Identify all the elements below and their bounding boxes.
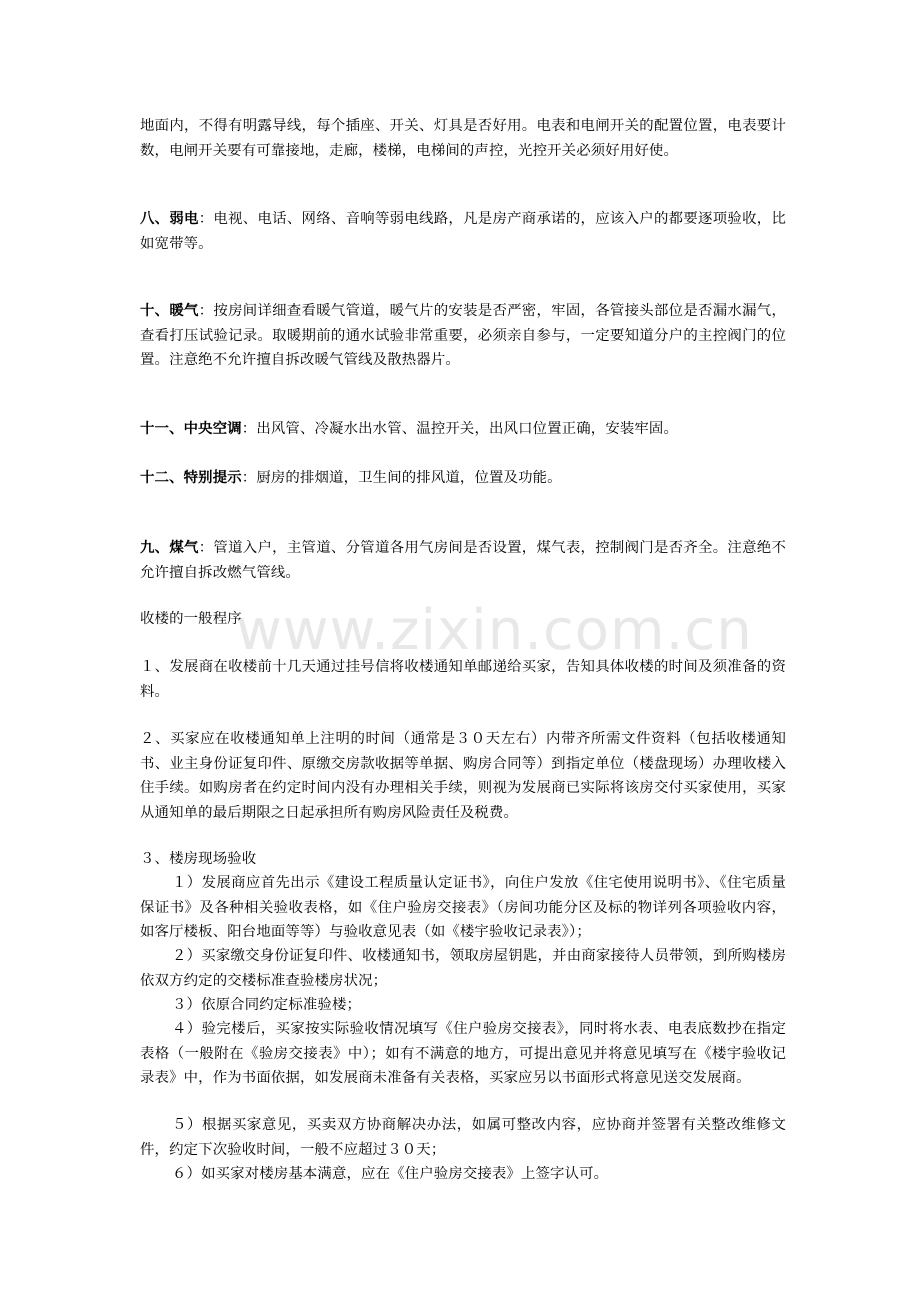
procedure-step-1: １、发展商在收楼前十几天通过挂号信将收楼通知单邮递给买家，告知具体收楼的时间及须准备的资料。 xyxy=(140,659,786,700)
procedure-title: 收楼的一般程序 xyxy=(140,611,242,627)
weak-current-text: ：电视、电话、网络、音响等弱电线路，凡是房产商承诺的，应该入户的都要逐项验收，比如宽带等。 xyxy=(140,211,786,252)
procedure-step-2: ２、买家应在收楼通知单上注明的时间（通常是３０天左右）内带齐所需文件资料（包括收楼通知书、业主身份证复印件、原缴交房款收据等单据、购房合同等）到指定单位（楼盘现场）办理收楼入住手续。如购房者在约定时间内没有办理相关手续，则视为发展商已实际将该房交付买家使用，买家从通知单的最后期限之日起承担所有购房风险责任及税费。 xyxy=(140,731,786,821)
special-tips-heading: 十二、特别提示 xyxy=(140,469,242,486)
procedure-step-3-item-3: ３）依原合同约定标准验楼； xyxy=(172,997,362,1013)
gas-paragraph xyxy=(140,536,786,585)
central-ac-heading: 十一、中央空调 xyxy=(140,420,242,437)
central-ac-paragraph xyxy=(140,417,786,442)
procedure-step-3-item-6: ６）如买家对楼房基本满意，应在《住户验房交接表》上签字认可。 xyxy=(172,1166,609,1182)
gas-heading: 九、煤气 xyxy=(140,539,199,556)
weak-current-heading: 八、弱电 xyxy=(140,210,199,227)
special-tips-paragraph xyxy=(140,466,786,491)
weak-current-paragraph xyxy=(140,207,786,256)
special-tips-text: ：厨房的排烟道，卫生间的排风道，位置及功能。 xyxy=(241,470,562,486)
gas-text: ：管道入户，主管道、分管道各用气房间是否设置，煤气表，控制阀门是否齐全。注意绝不允许擅自拆改燃气管线。 xyxy=(140,540,786,581)
procedure-step-3-item-2: ２）买家缴交身份证复印件、收楼通知书，领取房屋钥匙，并由商家接待人员带领，到所购楼房依双方约定的交楼标准查验楼房状况； xyxy=(140,948,786,989)
procedure-step-3-item-5: ５）根据买家意见，买卖双方协商解决办法，如属可整改内容，应协商并签署有关整改维修文件，约定下次验收时间，一般不应超过３０天； xyxy=(140,1117,786,1158)
heating-heading: 十、暖气 xyxy=(140,302,199,319)
procedure-step-3-item-4: ４）验完楼后，买家按实际验收情况填写《住户验房交接表》，同时将水表、电表底数抄在指定表格（一般附在《验房交接表》中）；如有不满意的地方，可提出意见并将意见填写在《楼宇验收记录表》中，作为书面依据，如发展商未准备有关表格，买家应另以书面形式将意见送交发展商。 xyxy=(140,1021,786,1086)
electrical-continued-paragraph xyxy=(140,114,786,163)
procedure-step-3-title: ３、楼房现场验收 xyxy=(140,851,257,867)
watermark: www.zixin.com.cn xyxy=(236,598,753,663)
heating-text: ：按房间详细查看暖气管道，暖气片的安装是否严密，牢固，各管接头部位是否漏水漏气，查看打压试验记录。取暖期前的通水试验非常重要，必须亲自参与，一定要知道分户的主控阀门的位置。注意绝不允许擅自拆改暖气管线及散热器片。 xyxy=(140,303,786,368)
electrical-text: 地面内，不得有明露导线，每个插座、开关、灯具是否好用。电表和电闸开关的配置位置，电表要计数，电闸开关要有可靠接地，走廊，楼梯，电梯间的声控，光控开关必须好用好使。 xyxy=(140,118,786,159)
central-ac-text: ：出风管、冷凝水出水管、温控开关，出风口位置正确，安装牢固。 xyxy=(241,421,679,437)
procedure-step-3-item-1: １）发展商应首先出示《建设工程质量认定证书》，向住户发放《住宅使用说明书》、《住宅质量保证书》及各种相关验收表格，如《住户验房交接表》（房间功能分区及标的物详列各项验收内容，如客厅楼板、阳台地面等等）与验收意见表（如《楼宇验收记录表》）； xyxy=(140,875,786,940)
heating-paragraph xyxy=(140,299,786,373)
